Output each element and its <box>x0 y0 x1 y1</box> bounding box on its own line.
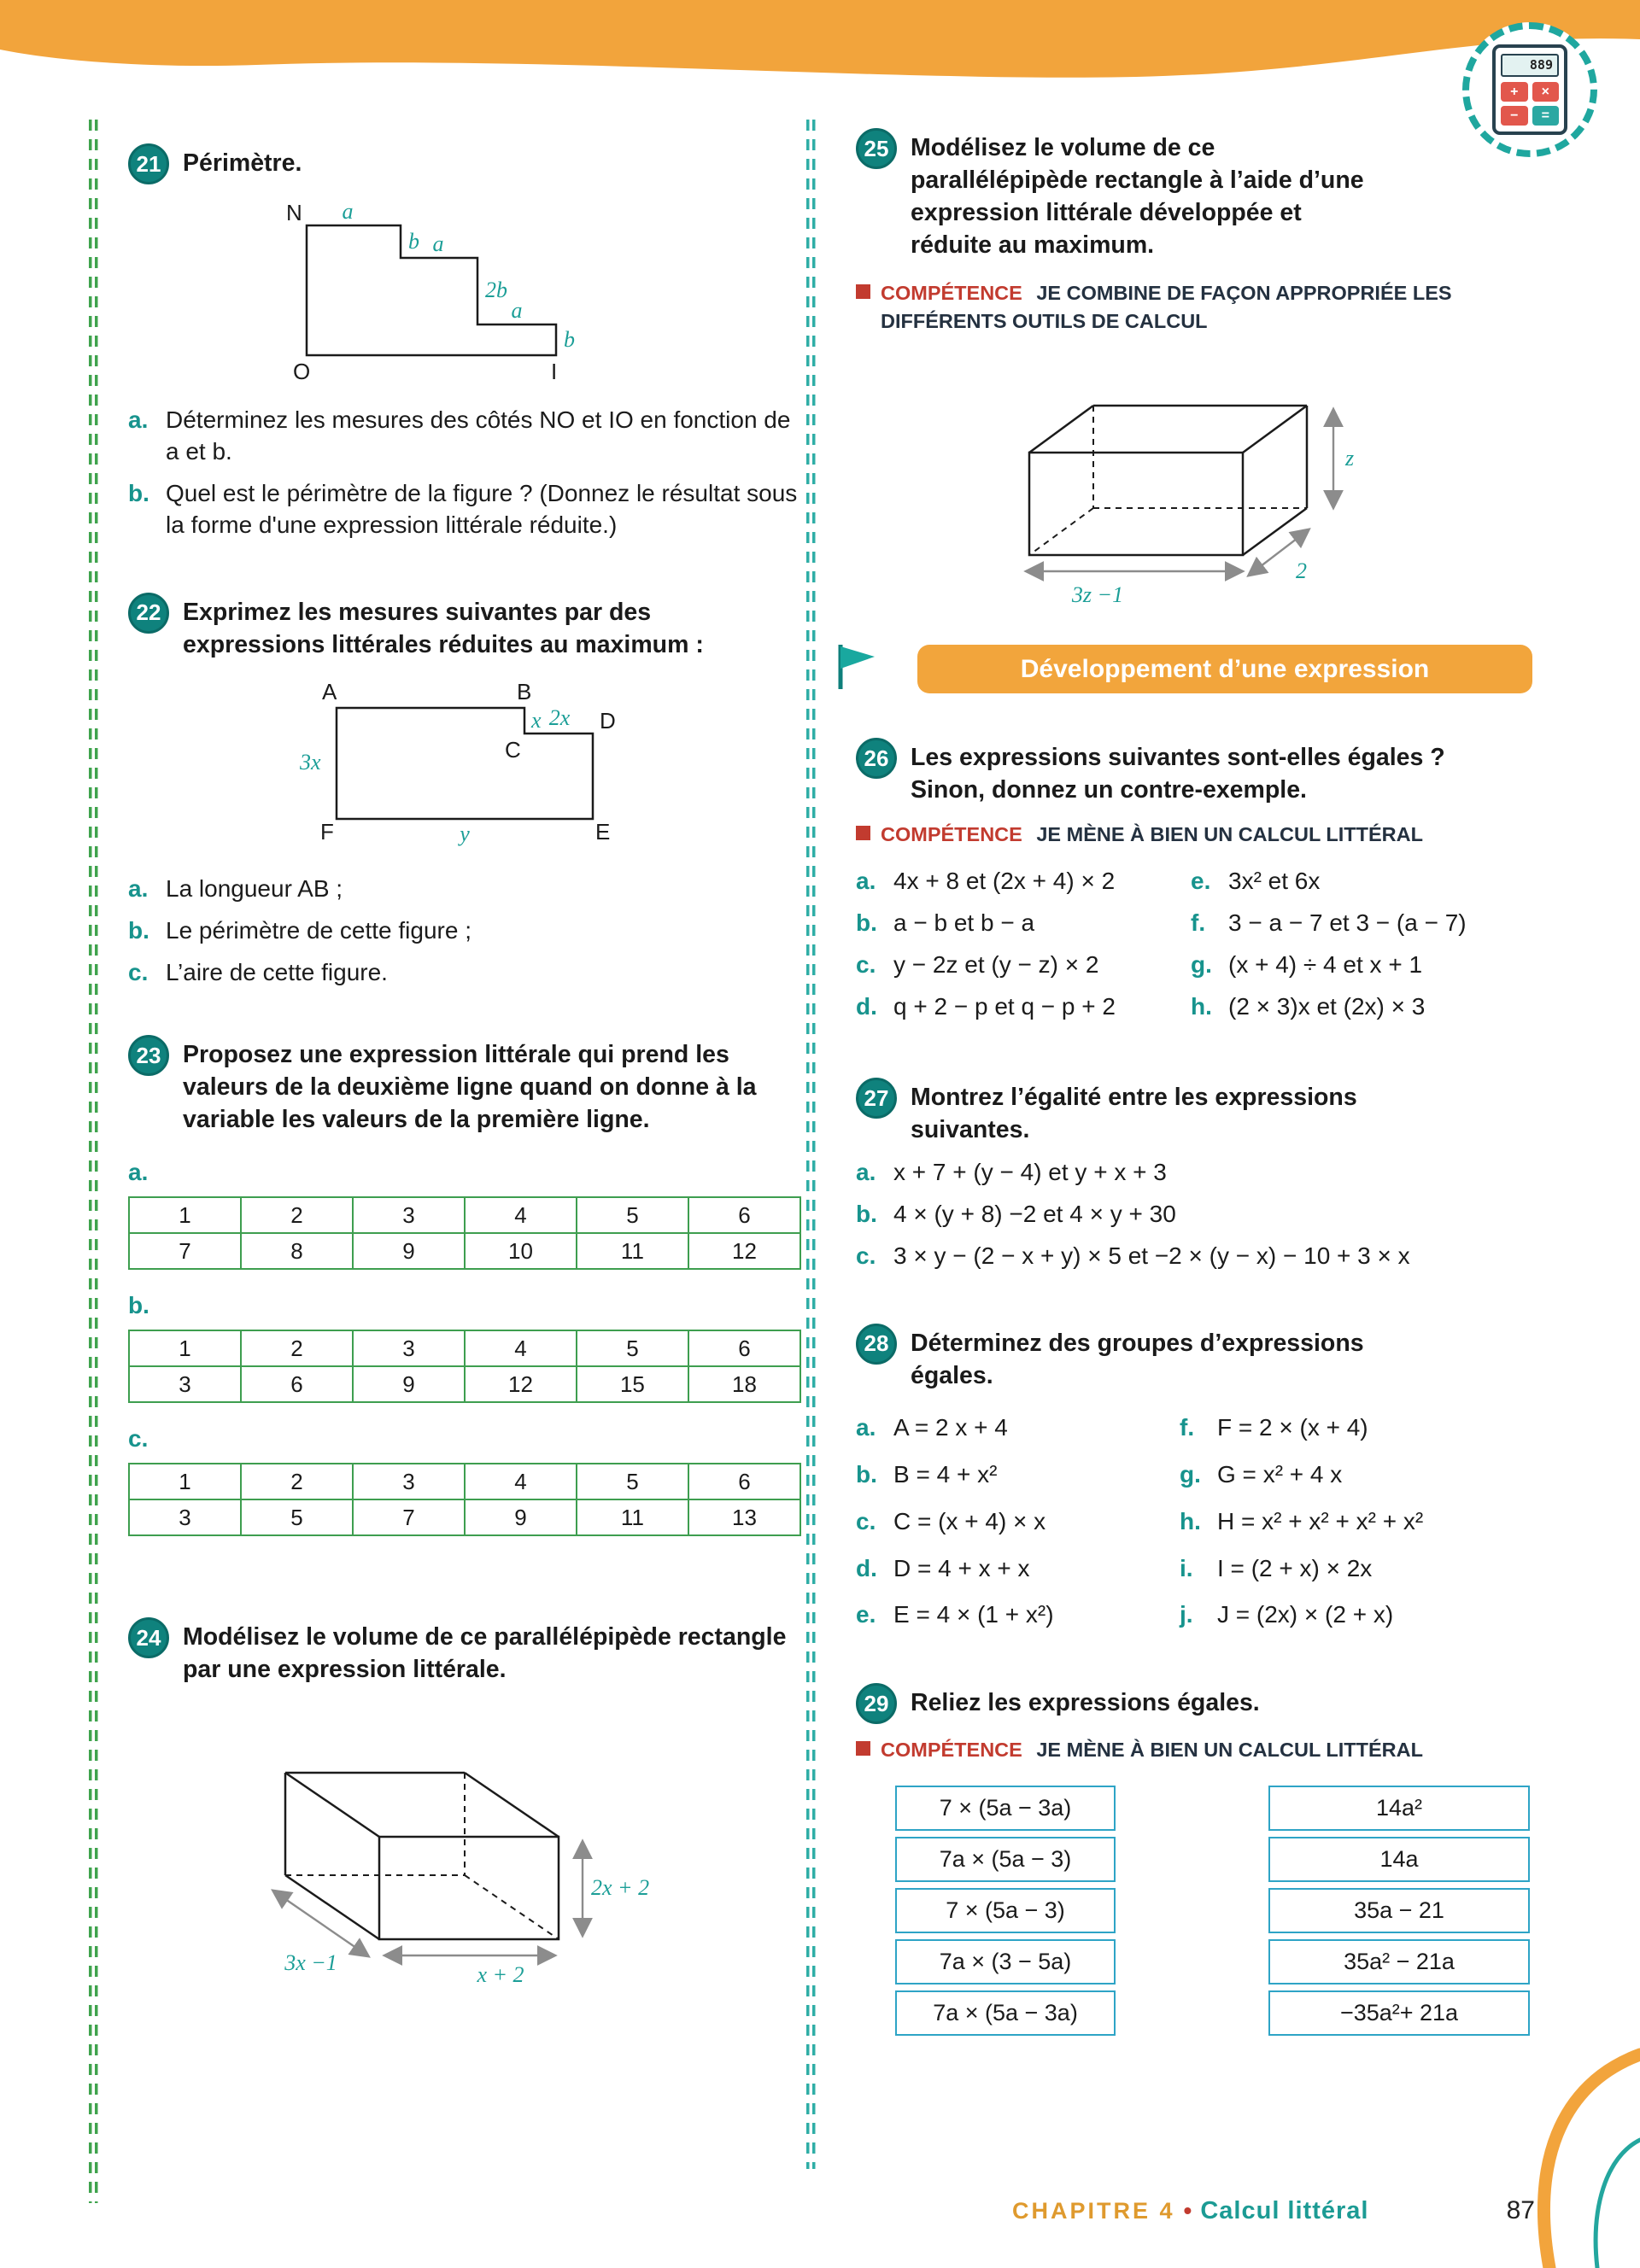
exercise-22-number-badge: 22 <box>128 593 169 634</box>
table-cell: 5 <box>577 1464 688 1499</box>
exercise-21-title: Périmètre. <box>183 149 302 177</box>
item-label: f. <box>1191 909 1206 937</box>
competence-label: COMPÉTENCE <box>881 823 1022 846</box>
exercise-26-title: Les expressions suivantes sont-elles égales ? Sinon, donnez un contre-exemple. <box>911 744 1445 804</box>
side-label-2b: 2b <box>485 278 507 302</box>
item-label: b. <box>856 1200 877 1227</box>
expression-text: A = 2 x + 4 <box>893 1413 1008 1441</box>
table-label: c. <box>128 1425 149 1453</box>
table-cell: 6 <box>688 1197 800 1233</box>
table-cell: 2 <box>241 1330 353 1366</box>
exercise-21 <box>128 143 801 541</box>
expression-text: 4x + 8 et (2x + 4) × 2 <box>893 868 1116 895</box>
corner-swoosh <box>1478 2037 1640 2268</box>
exercise-27-title: Montrez l’égalité entre les expressions suivantes. <box>911 1084 1357 1144</box>
matching-tables <box>856 1765 1535 2036</box>
competence-line <box>856 1736 1535 1764</box>
table-cell: 4 <box>465 1330 577 1366</box>
expression-text: B = 4 + x² <box>893 1460 998 1488</box>
table-row <box>129 1233 800 1269</box>
list-item <box>856 1199 1535 1230</box>
expression-text: 3 × y − (2 − x + y) × 5 et −2 × (y − x) − 10 + 3 × x <box>893 1242 1410 1269</box>
calc-plus-key: + <box>1501 82 1528 102</box>
list-item <box>856 1412 1176 1444</box>
competence-label: COMPÉTENCE <box>881 1739 1022 1762</box>
table-cell: 6 <box>688 1330 800 1366</box>
vertex-label-o: O <box>293 359 311 384</box>
depth-dimension-arrow <box>274 1891 367 1955</box>
item-label: d. <box>856 993 877 1020</box>
table-cell: 15 <box>577 1366 688 1402</box>
expression-text: a − b et b − a <box>893 909 1035 937</box>
item-label: b. <box>856 1460 877 1488</box>
exercise-24-header <box>128 1617 801 1686</box>
expression-cell: 35a − 21 <box>1268 1888 1530 1933</box>
expression-text: q + 2 − p et q − p + 2 <box>893 993 1116 1020</box>
list-item <box>856 991 1187 1023</box>
table-cell: 1 <box>129 1464 241 1499</box>
parallelepiped-figure-24 <box>251 1700 678 1986</box>
exercise-27-header <box>856 1078 1535 1147</box>
competence-body <box>881 821 1423 849</box>
vertex-label-f: F <box>320 818 334 845</box>
footer-chapter-title: Calcul littéral <box>1200 2197 1369 2224</box>
exercise-28-title: Déterminez des groupes d’expressions égales. <box>911 1329 1364 1389</box>
ex23-table-a-block <box>128 1159 801 1270</box>
list-item <box>1180 1412 1535 1444</box>
calculator-keys <box>1501 82 1559 126</box>
exercise-22 <box>128 593 801 989</box>
list-item <box>128 478 801 541</box>
item-label: g. <box>1180 1460 1201 1488</box>
expression-cell: 7a × (3 − 5a) <box>895 1939 1116 1984</box>
exercise-22-header <box>128 593 801 662</box>
competence-body <box>881 1736 1423 1764</box>
left-column <box>128 143 801 1990</box>
table-cell: 5 <box>577 1197 688 1233</box>
item-label: j. <box>1180 1601 1193 1628</box>
table-cell: 5 <box>241 1499 353 1535</box>
table-cell: 3 <box>129 1499 241 1535</box>
expression-text: (2 × 3)x et (2x) × 3 <box>1228 993 1426 1020</box>
expression-cell: 35a² − 21a <box>1268 1939 1530 1984</box>
list-item <box>856 1157 1535 1189</box>
height-label: 2x + 2 <box>591 1874 650 1900</box>
item-label: h. <box>1191 993 1212 1020</box>
item-text: Déterminez les mesures des côtés NO et IO en fonction de a et b. <box>166 406 791 465</box>
vertex-label-c: C <box>505 736 521 763</box>
exercise-28-number-badge: 28 <box>856 1324 897 1365</box>
competence-bullet <box>856 826 870 840</box>
expression-cell: 14a <box>1268 1837 1530 1882</box>
table-cell: 13 <box>688 1499 800 1535</box>
item-label: a. <box>856 1413 876 1441</box>
table-cell: 6 <box>688 1464 800 1499</box>
expression-text: 3 − a − 7 et 3 − (a − 7) <box>1228 909 1467 937</box>
expression-text: x + 7 + (y − 4) et y + x + 3 <box>893 1159 1167 1186</box>
ex23-table-b-block <box>128 1292 801 1403</box>
item-label: b. <box>856 909 877 937</box>
expression-text: E = 4 × (1 + x²) <box>893 1601 1054 1628</box>
table-label: b. <box>128 1292 149 1319</box>
staircase-outline <box>307 225 556 355</box>
exercise-21-header <box>128 143 801 184</box>
table-cell: 4 <box>465 1197 577 1233</box>
competence-line <box>856 821 1535 849</box>
table-cell: 7 <box>129 1233 241 1269</box>
exercise-22-title: Exprimez les mesures suivantes par des expressions littérales réduites au maximum : <box>183 598 704 658</box>
item-label: e. <box>1191 868 1211 895</box>
ex23-table-c-block <box>128 1425 801 1536</box>
right-column <box>856 128 1535 2036</box>
width-label: x + 2 <box>477 1961 524 1986</box>
parallelepiped-figure-25 <box>995 354 1397 611</box>
table-cell: 1 <box>129 1197 241 1233</box>
side-label-y: y <box>460 821 470 846</box>
expression-text: D = 4 + x + x <box>893 1554 1030 1581</box>
flag-icon <box>829 640 880 693</box>
results-column <box>1268 1786 1530 2036</box>
left-dashed-border <box>89 120 98 2203</box>
exercise-21-number-badge: 21 <box>128 143 169 184</box>
item-text: La longueur AB ; <box>166 874 343 902</box>
vertex-label-i: I <box>551 359 558 384</box>
section-banner <box>917 645 1532 693</box>
list-item <box>1180 1599 1535 1631</box>
calc-multiply-key: × <box>1532 82 1560 102</box>
side-label-a3: a <box>511 298 523 323</box>
item-text: Le périmètre de cette figure ; <box>166 916 472 944</box>
competence-text: JE MÈNE À BIEN UN CALCUL LITTÉRAL <box>1036 823 1423 846</box>
table-row <box>129 1197 800 1233</box>
exercise-27-items <box>856 1157 1535 1272</box>
item-label: i. <box>1180 1554 1193 1581</box>
box-front-face <box>379 1837 559 1939</box>
exercise-26-header <box>856 738 1535 807</box>
list-item <box>856 908 1187 939</box>
expression-text: (x + 4) ÷ 4 et x + 1 <box>1228 951 1423 979</box>
list-item <box>1191 908 1535 939</box>
table-cell: 7 <box>353 1499 465 1535</box>
value-table-c <box>128 1463 801 1536</box>
expression-text: 4 × (y + 8) −2 et 4 × y + 30 <box>893 1200 1176 1227</box>
table-cell: 3 <box>353 1330 465 1366</box>
expression-text: H = x² + x² + x² + x² <box>1217 1507 1424 1534</box>
box-front-face <box>1029 453 1243 555</box>
exercise-24-number-badge: 24 <box>128 1617 169 1658</box>
exercise-29-number-badge: 29 <box>856 1683 897 1724</box>
table-cell: 3 <box>353 1464 465 1499</box>
item-label: g. <box>1191 951 1212 979</box>
item-label: c. <box>856 1242 876 1269</box>
expression-text: G = x² + 4 x <box>1217 1460 1343 1488</box>
list-item <box>856 1553 1176 1585</box>
item-label: h. <box>1180 1507 1201 1534</box>
item-label: c. <box>856 951 876 979</box>
exercise-29-title: Reliez les expressions égales. <box>911 1689 1260 1717</box>
item-label: f. <box>1180 1413 1195 1441</box>
vertex-label-b: B <box>517 678 532 704</box>
list-item <box>128 915 801 947</box>
item-label: b. <box>128 916 149 944</box>
competence-text: JE COMBINE DE FAÇON APPROPRIÉE LES DIFFÉRENTS OUTILS DE CALCUL <box>881 281 1452 332</box>
section-banner-title: Développement d’une expression <box>1020 654 1430 683</box>
expression-cell: 7 × (5a − 3a) <box>895 1786 1116 1831</box>
expression-text: C = (x + 4) × x <box>893 1507 1046 1534</box>
competence-body <box>881 279 1535 336</box>
list-item <box>128 405 801 468</box>
side-label-3x: 3x <box>300 749 321 775</box>
exercise-26 <box>856 738 1535 1028</box>
exercise-28-items <box>856 1405 1535 1640</box>
value-table-b <box>128 1330 801 1403</box>
exercise-23-number-badge: 23 <box>128 1035 169 1076</box>
page-number: 87 <box>1506 2196 1535 2224</box>
exercise-25-title: Modélisez le volume de ce parallélépipède rectangle à l’aide d’une expression littérale développée et réduite au maximum. <box>911 134 1364 259</box>
expression-cell: 7 × (5a − 3) <box>895 1888 1116 1933</box>
competence-bullet <box>856 284 870 299</box>
item-label: d. <box>856 1554 877 1581</box>
side-label-a2: a <box>432 231 444 256</box>
footer-chapter: CHAPITRE 4 <box>1012 2198 1175 2224</box>
calc-minus-key: − <box>1501 106 1528 126</box>
expression-text: F = 2 × (x + 4) <box>1217 1413 1368 1441</box>
exercise-25 <box>856 128 1535 611</box>
item-text: Quel est le périmètre de la figure ? (Donnez le résultat sous la forme d'une expression littérale réduite.) <box>166 479 798 538</box>
exercise-23-header <box>128 1035 801 1137</box>
exercise-25-number-badge: 25 <box>856 128 897 169</box>
staircase-figure <box>272 198 657 393</box>
list-item <box>856 866 1187 897</box>
exercise-28-header <box>856 1324 1535 1393</box>
column-divider-dashed <box>806 120 816 2169</box>
exercise-27 <box>856 1078 1535 1272</box>
side-label-x: x <box>531 707 542 733</box>
competence-label: COMPÉTENCE <box>881 281 1022 304</box>
competence-bullet <box>856 1741 870 1756</box>
calculator-body <box>1492 44 1567 135</box>
list-item <box>856 1459 1176 1491</box>
list-item <box>1191 866 1535 897</box>
top-orange-band <box>0 0 1640 94</box>
list-item <box>856 1241 1535 1272</box>
list-item <box>128 957 801 989</box>
table-cell: 9 <box>353 1366 465 1402</box>
value-table-a <box>128 1196 801 1270</box>
item-label: a. <box>128 874 149 902</box>
table-cell: 12 <box>688 1233 800 1269</box>
exercise-24-title: Modélisez le volume de ce parallélépipède rectangle par une expression littérale. <box>183 1623 787 1684</box>
list-item <box>1191 950 1535 981</box>
table-row <box>129 1366 800 1402</box>
expressions-column <box>895 1786 1116 2036</box>
exercise-21-items <box>128 405 801 541</box>
exercise-28 <box>856 1324 1535 1640</box>
item-label: a. <box>856 1159 876 1186</box>
table-cell: 5 <box>577 1330 688 1366</box>
table-row <box>129 1464 800 1499</box>
side-label-b1: b <box>408 229 419 254</box>
table-cell: 18 <box>688 1366 800 1402</box>
list-item <box>1180 1553 1535 1585</box>
table-cell: 3 <box>129 1366 241 1402</box>
width-label: 3z −1 <box>1071 582 1123 608</box>
item-label: c. <box>856 1507 876 1534</box>
table-cell: 6 <box>241 1366 353 1402</box>
list-item <box>856 1506 1176 1538</box>
calc-equals-key: = <box>1532 106 1560 126</box>
item-label: b. <box>128 479 149 506</box>
table-cell: 4 <box>465 1464 577 1499</box>
list-item <box>128 874 801 905</box>
exercise-23 <box>128 1035 801 1536</box>
vertex-label-e: E <box>595 818 611 845</box>
expression-cell: −35a²+ 21a <box>1268 1990 1530 2036</box>
exercise-26-items <box>856 861 1535 1028</box>
exercise-22-items <box>128 874 801 989</box>
table-row <box>129 1330 800 1366</box>
vertex-label-d: D <box>600 707 616 734</box>
side-label-2x: 2x <box>548 704 571 730</box>
list-item <box>856 1599 1176 1631</box>
table-cell: 10 <box>465 1233 577 1269</box>
list-item <box>856 950 1187 981</box>
table-label: a. <box>128 1159 149 1186</box>
vertex-label-n: N <box>286 200 302 225</box>
table-cell: 8 <box>241 1233 353 1269</box>
list-item <box>1180 1506 1535 1538</box>
item-text: L’aire de cette figure. <box>166 958 388 985</box>
exercise-25-header <box>856 128 1535 262</box>
expression-cell: 7a × (5a − 3a) <box>895 1990 1116 2036</box>
vertex-label-a: A <box>322 678 337 704</box>
expression-text: 3x² et 6x <box>1228 868 1321 895</box>
side-label-b2: b <box>564 327 575 352</box>
depth-label: 3x −1 <box>284 1949 337 1975</box>
table-cell: 1 <box>129 1330 241 1366</box>
item-label: c. <box>128 958 149 985</box>
competence-text: JE MÈNE À BIEN UN CALCUL LITTÉRAL <box>1036 1739 1423 1762</box>
notched-rectangle-figure <box>281 675 648 856</box>
exercise-29-header <box>856 1683 1535 1724</box>
table-cell: 11 <box>577 1233 688 1269</box>
table-cell: 9 <box>353 1233 465 1269</box>
exercise-29 <box>856 1683 1535 2035</box>
expression-cell: 14a² <box>1268 1786 1530 1831</box>
table-cell: 11 <box>577 1499 688 1535</box>
table-cell: 9 <box>465 1499 577 1535</box>
exercise-24 <box>128 1617 801 1986</box>
competence-line <box>856 279 1535 336</box>
item-label: a. <box>128 406 149 433</box>
expression-text: y − 2z et (y − z) × 2 <box>893 951 1099 979</box>
list-item <box>1191 991 1535 1023</box>
expression-text: I = (2 + x) × 2x <box>1217 1554 1373 1581</box>
side-label-a1: a <box>342 199 354 224</box>
depth-label: 2 <box>1295 558 1307 584</box>
item-label: e. <box>856 1601 876 1628</box>
expression-text: J = (2x) × (2 + x) <box>1217 1601 1394 1628</box>
table-cell: 2 <box>241 1197 353 1233</box>
page-footer <box>1012 2196 1535 2225</box>
exercise-26-number-badge: 26 <box>856 738 897 779</box>
expression-cell: 7a × (5a − 3) <box>895 1837 1116 1882</box>
list-item <box>1180 1459 1535 1491</box>
exercise-23-title: Proposez une expression littérale qui prend les valeurs de la deuxième ligne quand on donne à la variable les valeurs de la première ligne. <box>183 1041 757 1134</box>
table-cell: 2 <box>241 1464 353 1499</box>
exercise-27-number-badge: 27 <box>856 1078 897 1119</box>
footer-bullet: • <box>1183 2197 1192 2224</box>
calculator-display: 889 <box>1501 54 1559 77</box>
item-label: a. <box>856 868 876 895</box>
table-cell: 3 <box>353 1197 465 1233</box>
table-cell: 12 <box>465 1366 577 1402</box>
table-row <box>129 1499 800 1535</box>
height-label: z <box>1344 446 1354 471</box>
